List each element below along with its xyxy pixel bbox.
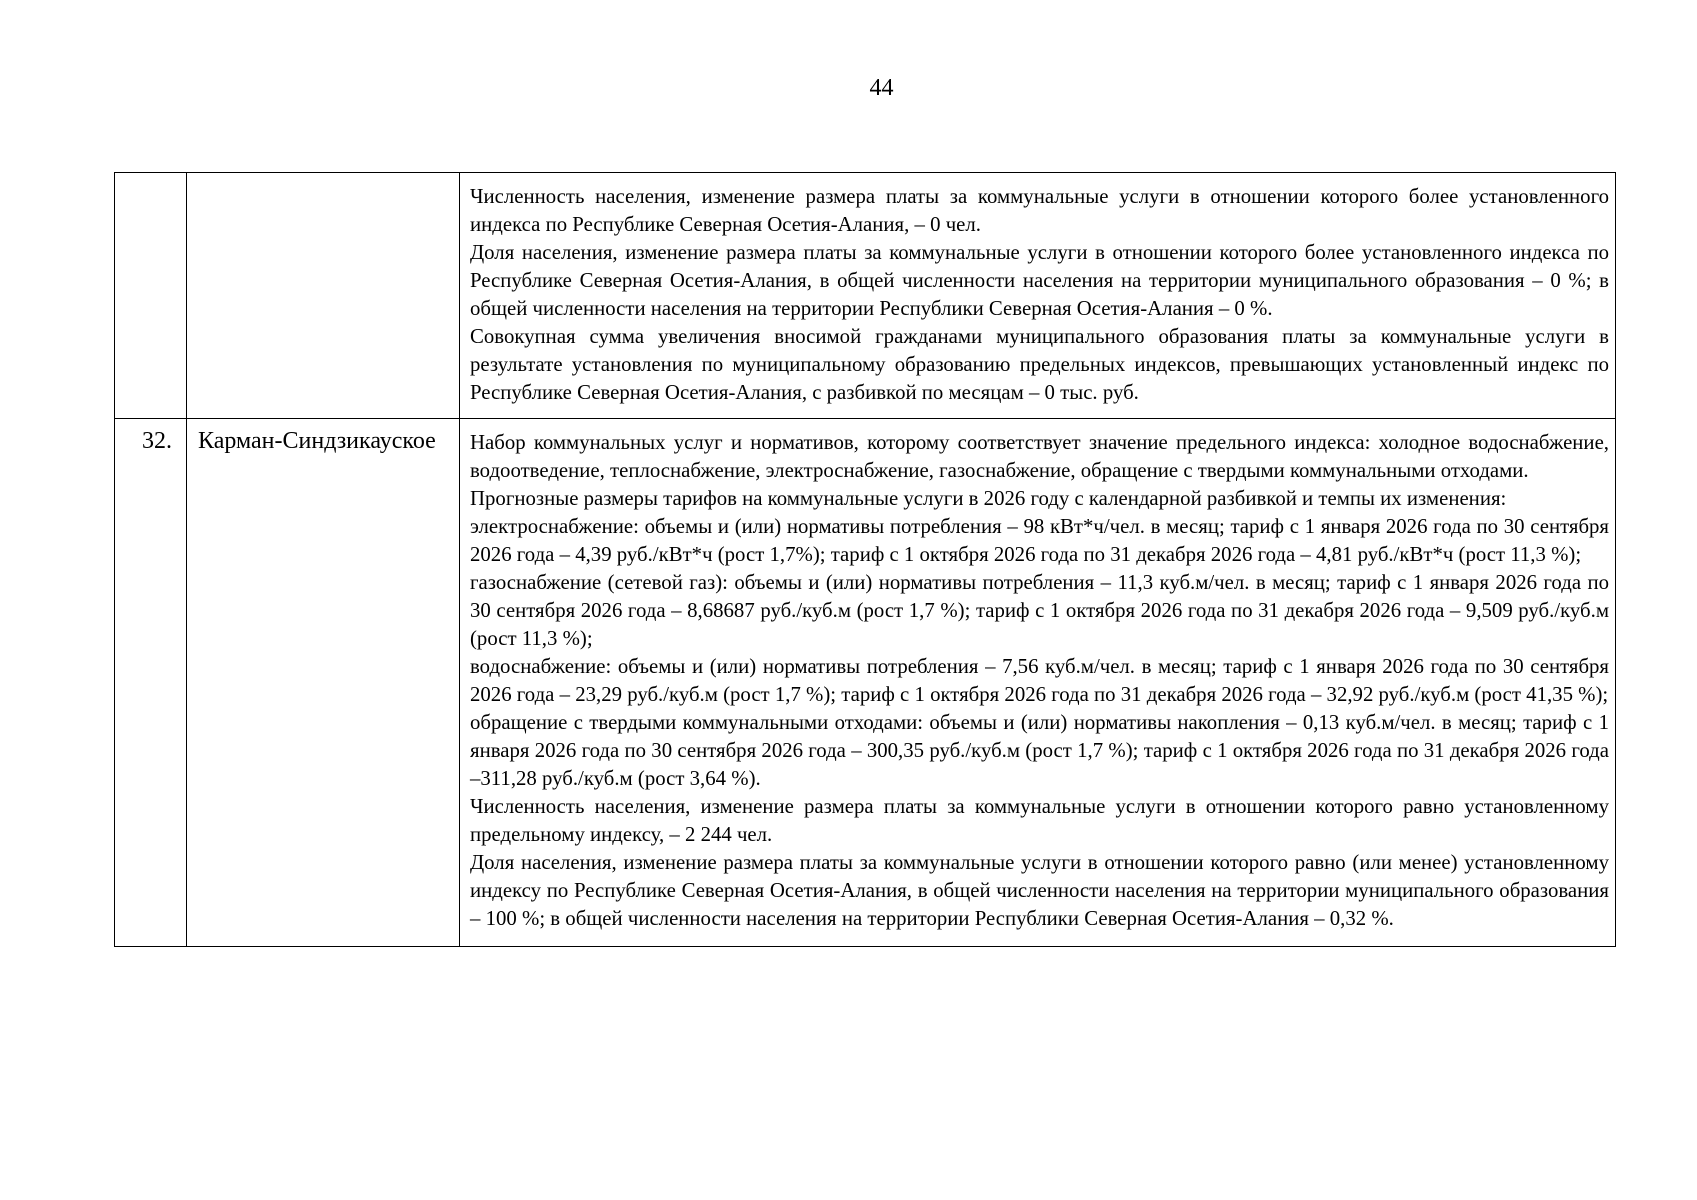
paragraph: Численность населения, изменение размера платы за коммунальные услуги в отношении которого более установленного индекса по Республике Северная Осетия-Алания, – 0 чел. xyxy=(470,185,1609,236)
page-number: 44 xyxy=(869,75,894,101)
paragraph: Численность населения, изменение размера платы за коммунальные услуги в отношении которого равно установленному предельному индексу, – 2 244 чел. xyxy=(470,795,1609,846)
paragraph: Набор коммунальных услуг и нормативов, которому соответствует значение предельного индекса: холодное водоснабжение, водоотведение, теплоснабжение, электроснабжение, газоснабжение, обращение с твердыми коммунальными отходами. xyxy=(470,431,1609,482)
municipal-index-table xyxy=(114,172,1616,947)
table-row xyxy=(115,419,1616,947)
municipality-name xyxy=(187,173,460,419)
row-description xyxy=(460,419,1616,947)
row-number xyxy=(115,173,187,419)
row-description xyxy=(460,173,1616,419)
municipality-name: Карман-Синдзикауское xyxy=(187,419,460,947)
paragraph: Доля населения, изменение размера платы за коммунальные услуги в отношении которого более установленного индекса по Республике Северная Осетия-Алания, в общей численности населения на территории муниципального образования – 0 %; в общей численности населения на территории Республики Северная Осетия-Алания – 0 %. xyxy=(470,241,1609,320)
paragraph: газоснабжение (сетевой газ): объемы и (или) нормативы потребления – 11,3 куб.м/чел. в месяц; тариф с 1 января 2026 года по 30 сентября 2026 года – 8,68687 руб./куб.м (рост 1,7 %); тариф с 1 октября 2026 года по 31 декабря 2026 года – 9,509 руб./куб.м (рост 11,3 %); xyxy=(470,571,1609,650)
paragraph: электроснабжение: объемы и (или) нормативы потребления – 98 кВт*ч/чел. в месяц; тариф с 1 января 2026 года по 30 сентября 2026 года – 4,39 руб./кВт*ч (рост 1,7%); тариф с 1 октября 2026 года по 31 декабря 2026 года – 4,81 руб./кВт*ч (рост 11,3 %); xyxy=(470,515,1609,566)
paragraph: Совокупная сумма увеличения вносимой гражданами муниципального образования платы за коммунальные услуги в результате установления по муниципальному образованию предельных индексов, превышающих установленный индекс по Республике Северная Осетия-Алания, с разбивкой по месяцам – 0 тыс. руб. xyxy=(470,325,1609,404)
paragraph: Прогнозные размеры тарифов на коммунальные услуги в 2026 году с календарной разбивкой и темпы их изменения: xyxy=(470,487,1507,510)
paragraph: обращение с твердыми коммунальными отходами: объемы и (или) нормативы накопления – 0,13 куб.м/чел. в месяц; тариф с 1 января 2026 года по 30 сентября 2026 года – 300,35 руб./куб.м (рост 1,7 %); тариф с 1 октября 2026 года по 31 декабря 2026 года –311,28 руб./куб.м (рост 3,64 %). xyxy=(470,711,1609,790)
row-number: 32. xyxy=(115,419,187,947)
paragraph: водоснабжение: объемы и (или) нормативы потребления – 7,56 куб.м/чел. в месяц; тариф с 1 января 2026 года по 30 сентября 2026 года – 23,29 руб./куб.м (рост 1,7 %); тариф с 1 октября 2026 года по 31 декабря 2026 года – 32,92 руб./куб.м (рост 41,35 %); xyxy=(470,655,1609,706)
paragraph: Доля населения, изменение размера платы за коммунальные услуги в отношении которого равно (или менее) установленному индексу по Республике Северная Осетия-Алания, в общей численности населения на территории муниципального образования – 100 %; в общей численности населения на территории Республики Северная Осетия-Алания – 0,32 %. xyxy=(470,851,1609,930)
table-row xyxy=(115,173,1616,419)
